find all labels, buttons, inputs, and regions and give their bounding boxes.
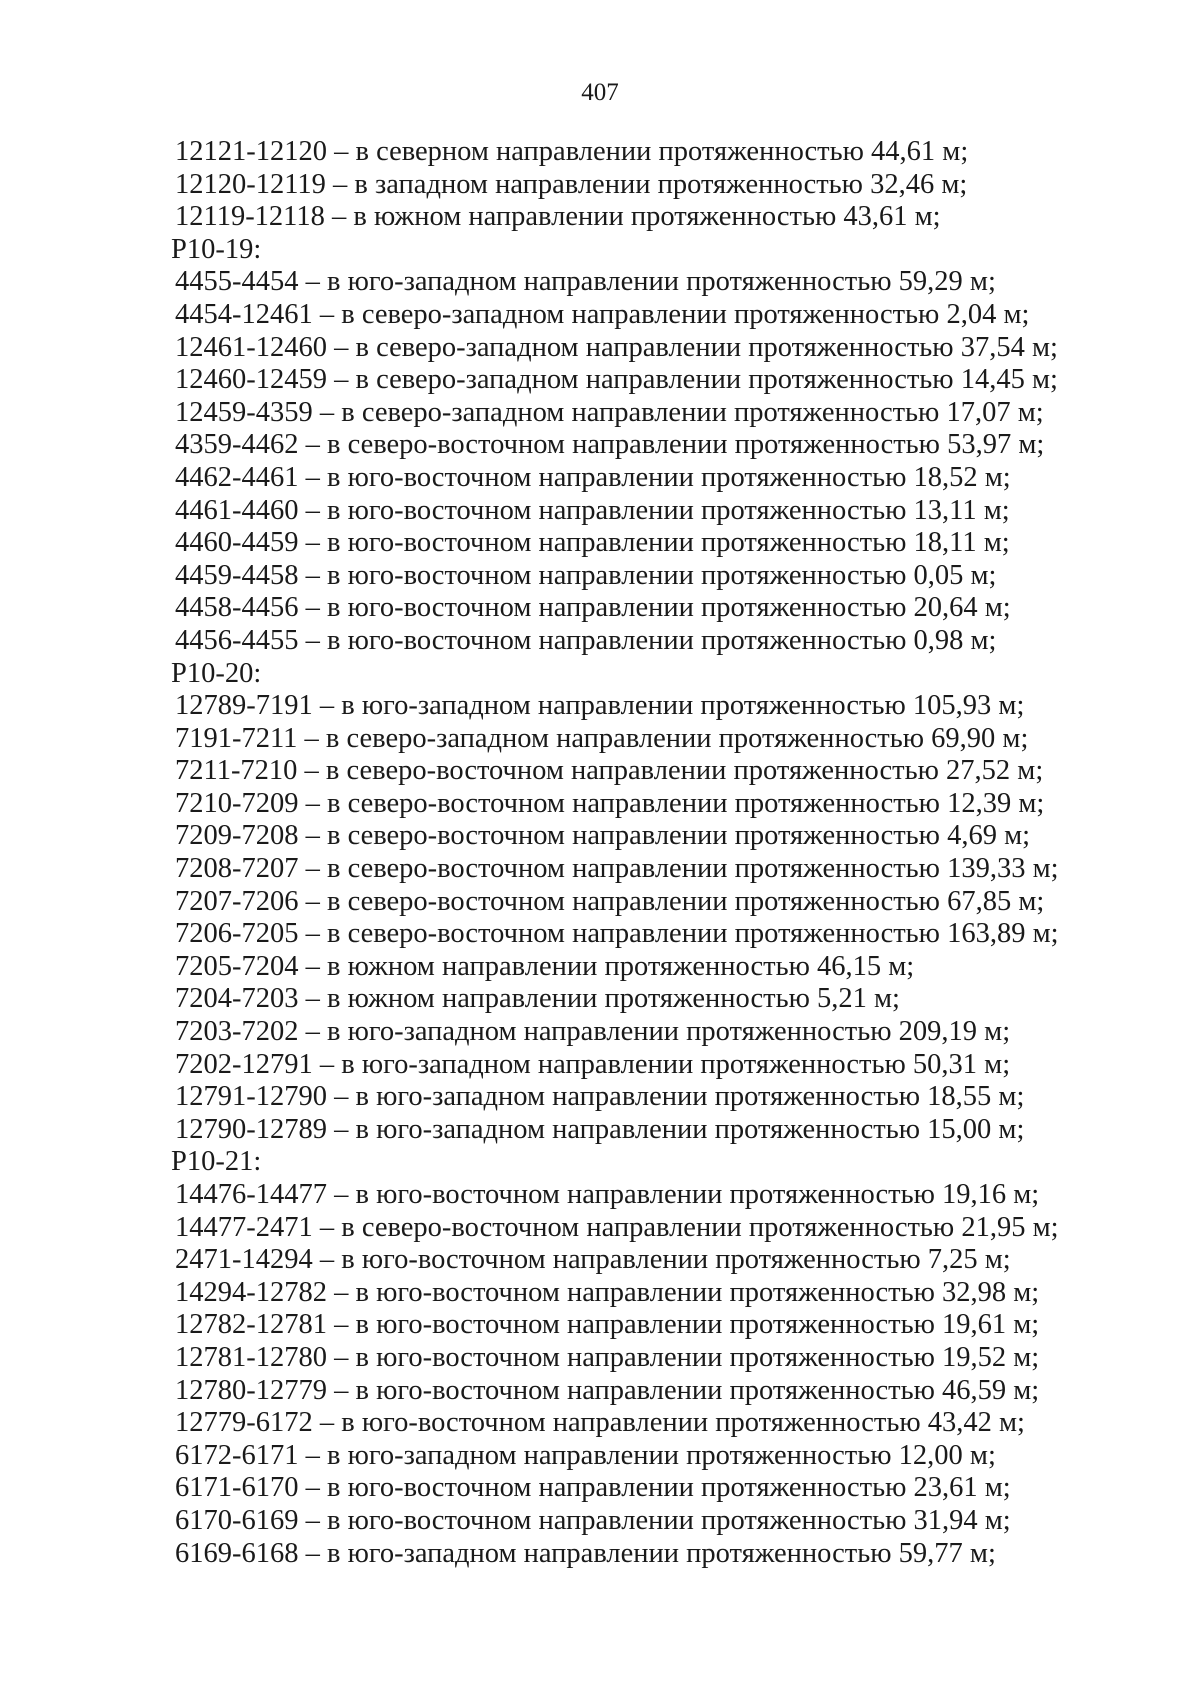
boundary-segment-line: 14294-12782 – в юго-восточном направлении протяженностью 32,98 м; — [175, 1276, 1040, 1308]
boundary-segment-line: 4359-4462 – в северо-восточном направлении протяженностью 53,97 м; — [175, 429, 1045, 461]
section-heading: Р10-21: — [171, 1146, 262, 1178]
boundary-segment-line: 12782-12781 – в юго-восточном направлении протяженностью 19,61 м; — [175, 1309, 1040, 1341]
boundary-segment-line: 7211-7210 – в северо-восточном направлении протяженностью 27,52 м; — [175, 755, 1044, 787]
boundary-segment-line: 6170-6169 – в юго-восточном направлении протяженностью 31,94 м; — [175, 1504, 1011, 1536]
boundary-segment-line: 12119-12118 – в южном направлении протяженностью 43,61 м; — [175, 201, 941, 233]
document-body — [171, 136, 1131, 1570]
boundary-segment-line: 12789-7191 – в юго-западном направлении протяженностью 105,93 м; — [175, 690, 1025, 722]
boundary-segment-line: 4461-4460 – в юго-восточном направлении протяженностью 13,11 м; — [175, 494, 1010, 526]
boundary-segment-line: 7208-7207 – в северо-восточном направлении протяженностью 139,33 м; — [175, 853, 1059, 885]
boundary-segment-line: 2471-14294 – в юго-восточном направлении протяженностью 7,25 м; — [175, 1244, 1011, 1276]
boundary-segment-line: 4459-4458 – в юго-восточном направлении протяженностью 0,05 м; — [175, 559, 997, 591]
boundary-segment-line: 7202-12791 – в юго-западном направлении протяженностью 50,31 м; — [175, 1048, 1011, 1080]
section-heading: Р10-20: — [171, 657, 262, 689]
boundary-segment-line: 4454-12461 – в северо-западном направлении протяженностью 2,04 м; — [175, 298, 1030, 330]
boundary-segment-line: 12120-12119 – в западном направлении протяженностью 32,46 м; — [175, 168, 968, 200]
boundary-segment-line: 7204-7203 – в южном направлении протяженностью 5,21 м; — [175, 983, 900, 1015]
page-number: 407 — [581, 79, 619, 106]
boundary-segment-line: 7191-7211 – в северо-западном направлении протяженностью 69,90 м; — [175, 722, 1029, 754]
boundary-segment-line: 7205-7204 – в южном направлении протяженностью 46,15 м; — [175, 950, 915, 982]
boundary-segment-line: 4458-4456 – в юго-восточном направлении протяженностью 20,64 м; — [175, 592, 1011, 624]
boundary-segment-line: 7203-7202 – в юго-западном направлении протяженностью 209,19 м; — [175, 1016, 1011, 1048]
boundary-segment-line: 7207-7206 – в северо-восточном направлении протяженностью 67,85 м; — [175, 885, 1045, 917]
boundary-segment-line: 14476-14477 – в юго-восточном направлении протяженностью 19,16 м; — [175, 1179, 1040, 1210]
boundary-segment-line: 14477-2471 – в северо-восточном направлении протяженностью 21,95 м; — [175, 1211, 1059, 1243]
boundary-segment-line: 4460-4459 – в юго-восточном направлении протяженностью 18,11 м; — [175, 527, 1010, 559]
boundary-segment-line: 4455-4454 – в юго-западном направлении протяженностью 59,29 м; — [175, 266, 996, 298]
boundary-segment-line: 4462-4461 – в юго-восточном направлении протяженностью 18,52 м; — [175, 461, 1011, 493]
boundary-segment-line: 4456-4455 – в юго-восточном направлении протяженностью 0,98 м; — [175, 624, 997, 656]
boundary-segment-line: 12781-12780 – в юго-восточном направлении протяженностью 19,52 м; — [175, 1341, 1040, 1373]
boundary-segment-line: 6171-6170 – в юго-восточном направлении протяженностью 23,61 м; — [175, 1472, 1011, 1504]
boundary-segment-line: 7209-7208 – в северо-восточном направлении протяженностью 4,69 м; — [175, 820, 1031, 852]
section-heading: Р10-19: — [171, 233, 262, 265]
boundary-segment-line: 12790-12789 – в юго-западном направлении протяженностью 15,00 м; — [175, 1113, 1025, 1145]
boundary-segment-line: 7210-7209 – в северо-восточном направлении протяженностью 12,39 м; — [175, 787, 1045, 819]
boundary-segment-line: 12121-12120 – в северном направлении протяженностью 44,61 м; — [175, 136, 969, 167]
boundary-segment-line: 12461-12460 – в северо-западном направлении протяженностью 37,54 м; — [175, 331, 1058, 363]
boundary-segment-line: 12779-6172 – в юго-восточном направлении протяженностью 43,42 м; — [175, 1407, 1025, 1439]
boundary-segment-line: 12780-12779 – в юго-восточном направлении протяженностью 46,59 м; — [175, 1374, 1040, 1406]
boundary-segment-line: 6169-6168 – в юго-западном направлении протяженностью 59,77 м; — [175, 1537, 996, 1569]
boundary-segment-line: 12460-12459 – в северо-западном направлении протяженностью 14,45 м; — [175, 364, 1058, 396]
boundary-segment-line: 12459-4359 – в северо-западном направлении протяженностью 17,07 м; — [175, 396, 1044, 428]
boundary-segment-line: 12791-12790 – в юго-западном направлении протяженностью 18,55 м; — [175, 1081, 1025, 1113]
boundary-segment-line: 7206-7205 – в северо-восточном направлении протяженностью 163,89 м; — [175, 918, 1059, 950]
boundary-segment-line: 6172-6171 – в юго-западном направлении протяженностью 12,00 м; — [175, 1439, 996, 1471]
